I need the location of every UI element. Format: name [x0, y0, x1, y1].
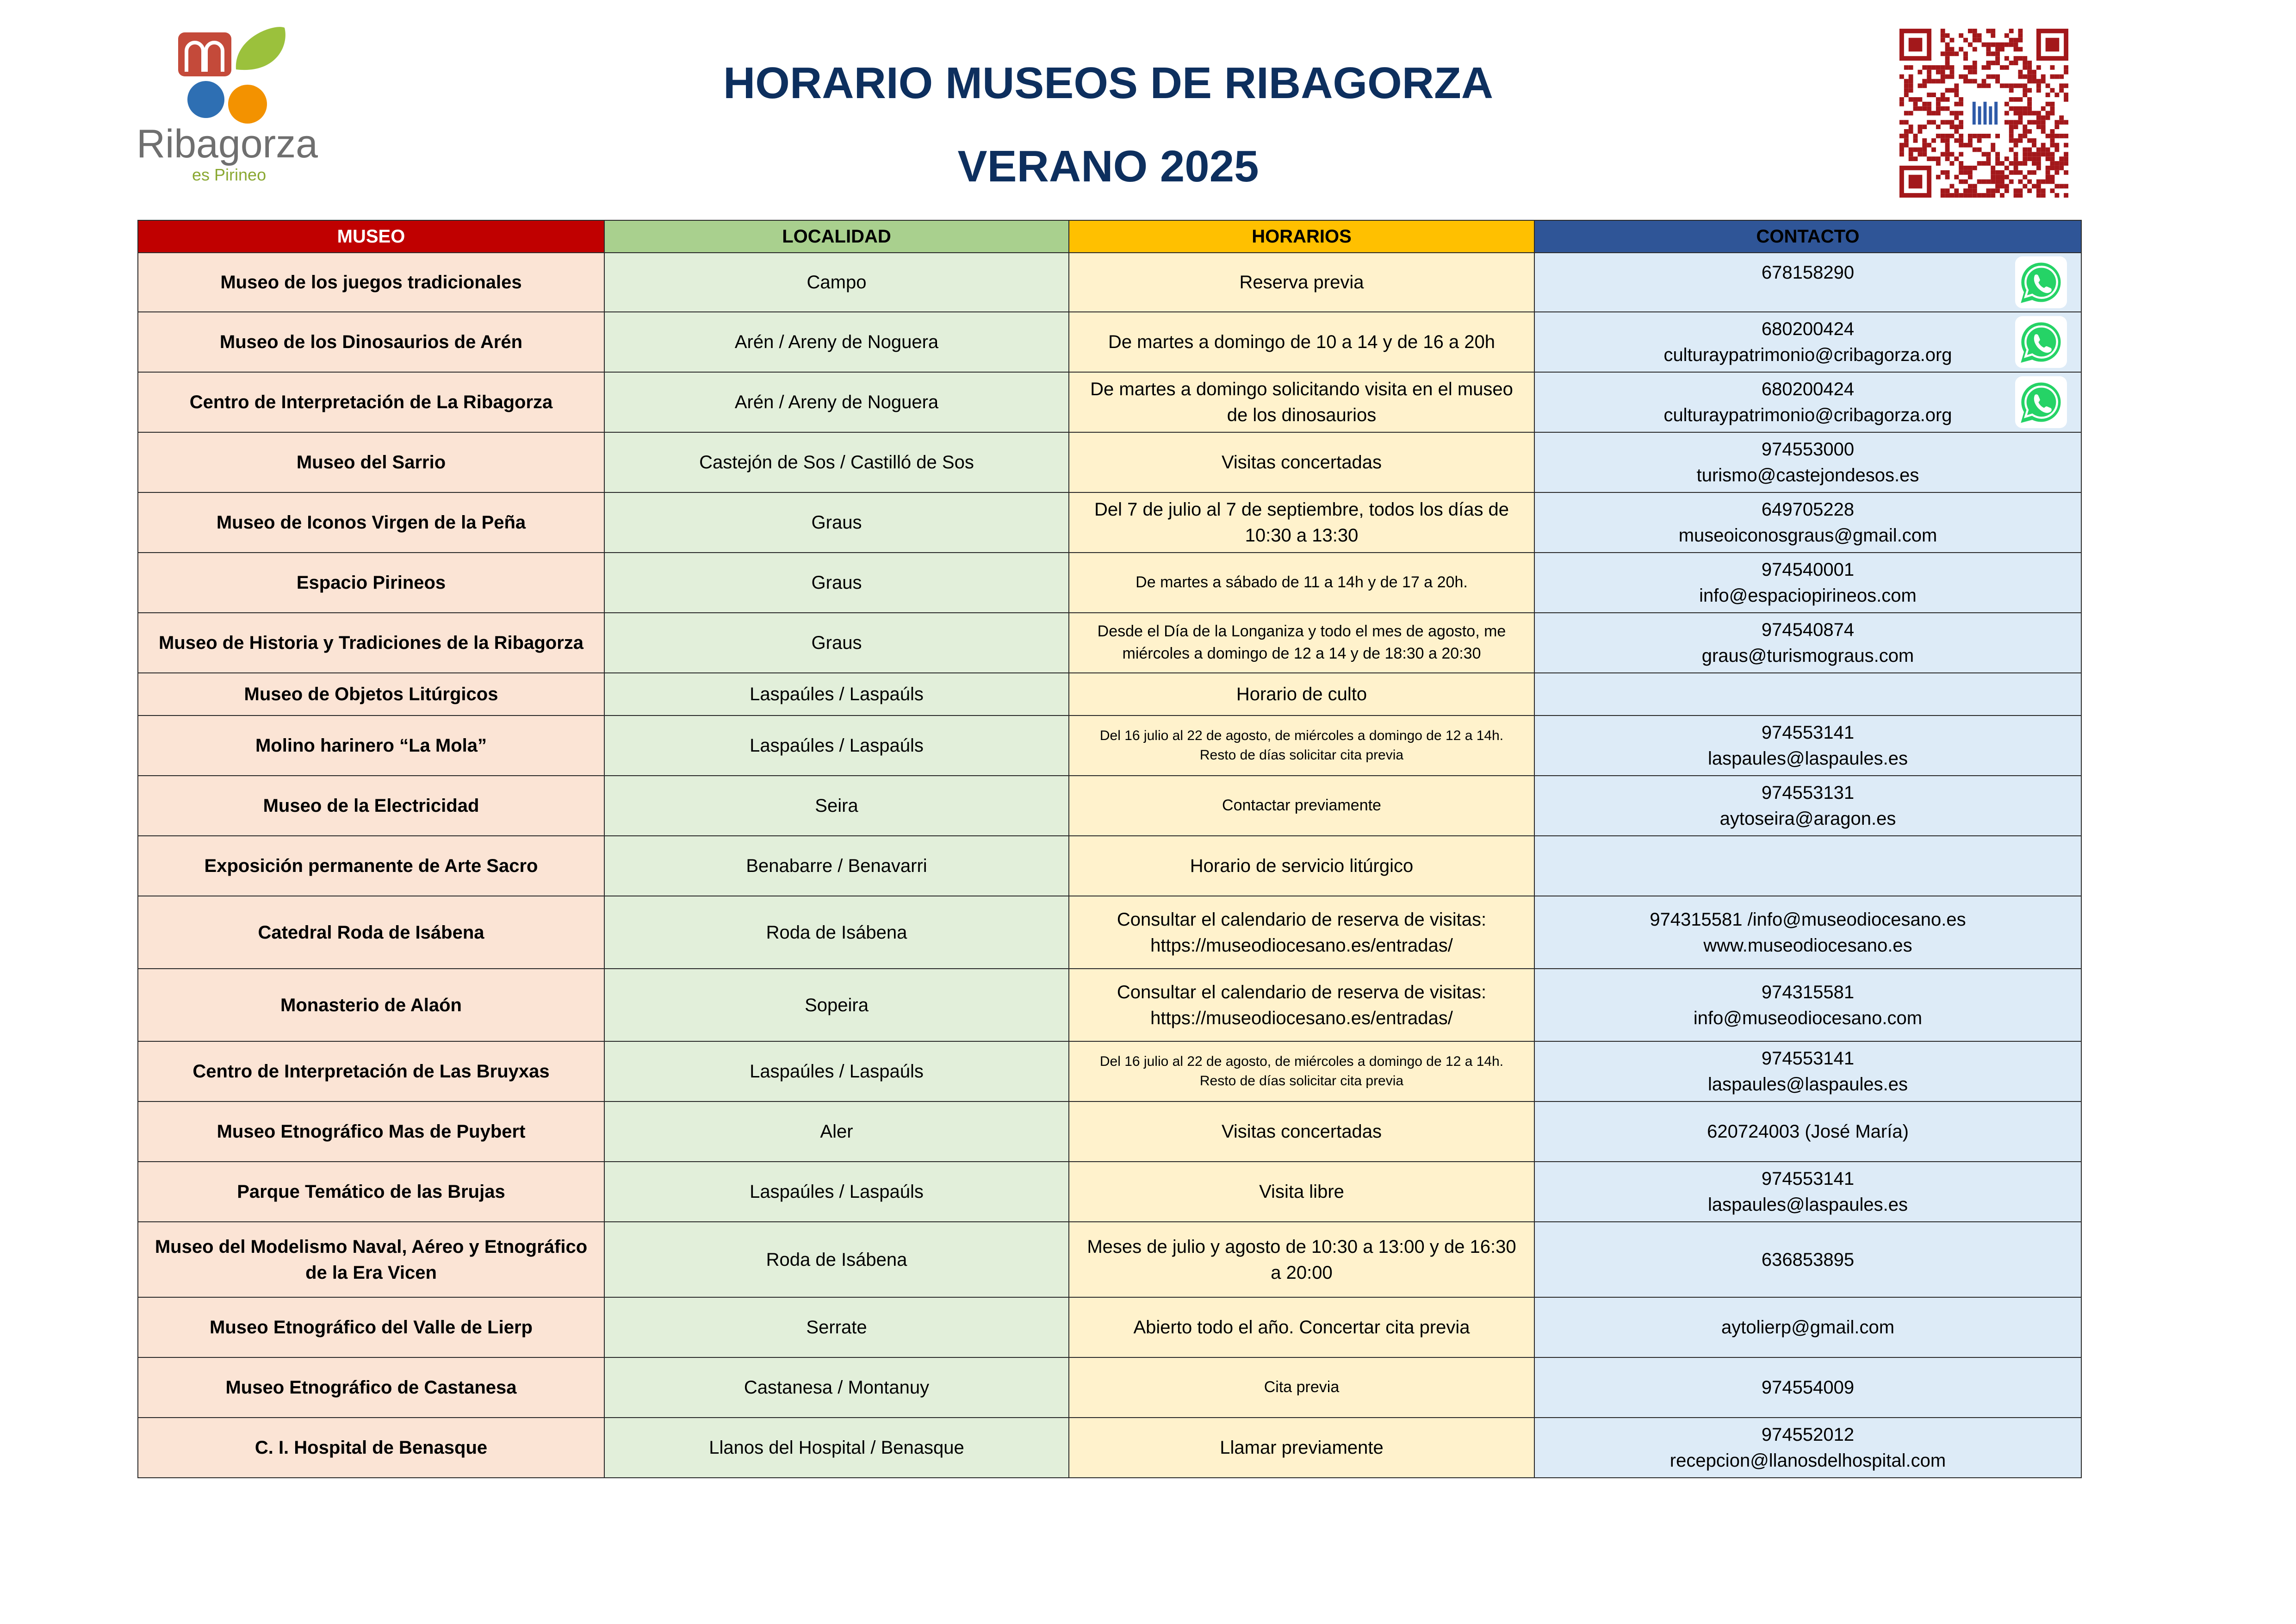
- museo-name-cell: Parque Temático de las Brujas: [138, 1162, 604, 1222]
- table-header-row: [138, 220, 2081, 253]
- contact-phone[interactable]: 974553131: [1761, 783, 1855, 803]
- contact-email[interactable]: laspaules@laspaules.es: [1708, 748, 1908, 769]
- museo-name-cell: Molino harinero “La Mola”: [138, 716, 604, 776]
- localidad-cell: Graus: [604, 492, 1069, 553]
- table-row: [138, 673, 2081, 716]
- localidad-cell: Castejón de Sos / Castilló de Sos: [604, 432, 1069, 492]
- horario-cell: Horario de culto: [1069, 673, 1534, 716]
- table-row: [138, 253, 2081, 312]
- museo-name-cell: Museo de Objetos Litúrgicos: [138, 673, 604, 716]
- museo-name-cell: Museo Etnográfico del Valle de Lierp: [138, 1297, 604, 1357]
- contacto-cell: [1534, 492, 2081, 553]
- museo-name-cell: Centro de Interpretación de La Ribagorza: [138, 372, 604, 432]
- localidad-cell: Graus: [604, 553, 1069, 613]
- contact-phone[interactable]: 974540001: [1761, 560, 1855, 580]
- table-row: [138, 836, 2081, 896]
- contacto-cell: [1534, 1041, 2081, 1101]
- horario-cell: Abierto todo el año. Concertar cita previa: [1069, 1297, 1534, 1357]
- museo-name-cell: Catedral Roda de Isábena: [138, 896, 604, 969]
- museo-name-cell: Museo del Modelismo Naval, Aéreo y Etnográfico de la Era Vicen: [138, 1222, 604, 1297]
- localidad-cell: Laspaúles / Laspaúls: [604, 1041, 1069, 1101]
- localidad-cell: Aler: [604, 1101, 1069, 1162]
- table-row: [138, 1418, 2081, 1478]
- contacto-cell: [1534, 613, 2081, 673]
- contact-phone[interactable]: 974315581: [1761, 982, 1855, 1002]
- contacto-cell: [1534, 432, 2081, 492]
- table-row: [138, 1357, 2081, 1418]
- localidad-cell: Sopeira: [604, 969, 1069, 1041]
- table-row: [138, 1162, 2081, 1222]
- horario-cell: Reserva previa: [1069, 253, 1534, 312]
- museo-name-cell: Museo de los juegos tradicionales: [138, 253, 604, 312]
- localidad-cell: Roda de Isábena: [604, 896, 1069, 969]
- contact-phone[interactable]: 974553141: [1761, 1169, 1855, 1189]
- contact-phone[interactable]: 680200424: [1761, 379, 1855, 399]
- qr-code[interactable]: [1899, 29, 2068, 198]
- table-row: [138, 1297, 2081, 1357]
- museo-name-cell: Museo Etnográfico de Castanesa: [138, 1357, 604, 1418]
- horario-cell: Contactar previamente: [1069, 776, 1534, 836]
- horario-cell: De martes a domingo solicitando visita en el museo de los dinosaurios: [1069, 372, 1534, 432]
- contact-phone[interactable]: 974552012: [1761, 1425, 1855, 1445]
- contact-email[interactable]: aytolierp@gmail.com: [1721, 1317, 1895, 1338]
- horario-cell: Horario de servicio litúrgico: [1069, 836, 1534, 896]
- horario-cell: Visitas concertadas: [1069, 432, 1534, 492]
- horario-cell: Visita libre: [1069, 1162, 1534, 1222]
- localidad-cell: Campo: [604, 253, 1069, 312]
- contact-email[interactable]: culturaypatrimonio@cribagorza.org: [1663, 405, 1952, 425]
- contact-phone[interactable]: 974553000: [1761, 439, 1855, 460]
- whatsapp-icon[interactable]: [2015, 376, 2067, 428]
- page-title: HORARIO MUSEOS DE RIBAGORZA: [723, 58, 1494, 108]
- horario-cell: Desde el Día de la Longaniza y todo el mes de agosto, me miércoles a domingo de 12 a 14 y de 18:30 a 20:30: [1069, 613, 1534, 673]
- localidad-cell: Graus: [604, 613, 1069, 673]
- museo-name-cell: Museo de los Dinosaurios de Arén: [138, 312, 604, 372]
- contact-email[interactable]: recepcion@llanosdelhospital.com: [1669, 1450, 1946, 1471]
- contact-email[interactable]: info@espaciopirineos.com: [1699, 585, 1917, 606]
- contact-phone[interactable]: 974554009: [1761, 1377, 1855, 1398]
- contact-email[interactable]: info@museodiocesano.com: [1693, 1008, 1923, 1028]
- contacto-cell: [1534, 896, 2081, 969]
- museo-name-cell: Monasterio de Alaón: [138, 969, 604, 1041]
- contact-phone[interactable]: 620724003 (José María): [1707, 1121, 1909, 1142]
- horario-cell: De martes a sábado de 11 a 14h y de 17 a 20h.: [1069, 553, 1534, 613]
- horario-cell: De martes a domingo de 10 a 14 y de 16 a 20h: [1069, 312, 1534, 372]
- museo-name-cell: Exposición permanente de Arte Sacro: [138, 836, 604, 896]
- contact-email[interactable]: turismo@castejondesos.es: [1696, 465, 1919, 485]
- table-row: [138, 613, 2081, 673]
- museo-name-cell: Museo de la Electricidad: [138, 776, 604, 836]
- localidad-cell: Benabarre / Benavarri: [604, 836, 1069, 896]
- header-horarios: HORARIOS: [1069, 220, 1534, 253]
- table-row: [138, 716, 2081, 776]
- contact-phone[interactable]: 974540874: [1761, 620, 1855, 640]
- horario-cell: Meses de julio y agosto de 10:30 a 13:00 y de 16:30 a 20:00: [1069, 1222, 1534, 1297]
- localidad-cell: Llanos del Hospital / Benasque: [604, 1418, 1069, 1478]
- contacto-cell: [1534, 1101, 2081, 1162]
- logo-wordmark: Ribagorza: [137, 122, 318, 166]
- horario-cell: Llamar previamente: [1069, 1418, 1534, 1478]
- localidad-cell: Roda de Isábena: [604, 1222, 1069, 1297]
- localidad-cell: Laspaúles / Laspaúls: [604, 716, 1069, 776]
- contacto-cell: [1534, 836, 2081, 896]
- contacto-cell: [1534, 776, 2081, 836]
- contacto-cell: [1534, 553, 2081, 613]
- contact-email[interactable]: aytoseira@aragon.es: [1719, 809, 1896, 829]
- contacto-cell: [1534, 1297, 2081, 1357]
- contact-phone[interactable]: 680200424: [1761, 319, 1855, 339]
- localidad-cell: Laspaúles / Laspaúls: [604, 673, 1069, 716]
- museo-name-cell: Museo de Iconos Virgen de la Peña: [138, 492, 604, 553]
- horario-cell: Del 16 julio al 22 de agosto, de miércoles a domingo de 12 a 14h. Resto de días solicitar cita previa: [1069, 716, 1534, 776]
- localidad-cell: Arén / Areny de Noguera: [604, 372, 1069, 432]
- museums-schedule-table: [137, 220, 2082, 1478]
- whatsapp-icon[interactable]: [2015, 256, 2067, 308]
- contact-email[interactable]: laspaules@laspaules.es: [1708, 1195, 1908, 1215]
- localidad-cell: Laspaúles / Laspaúls: [604, 1162, 1069, 1222]
- logo-tagline: es Pirineo: [192, 165, 267, 184]
- contacto-cell: [1534, 1222, 2081, 1297]
- table-row: [138, 776, 2081, 836]
- museo-name-cell: Centro de Interpretación de Las Bruyxas: [138, 1041, 604, 1101]
- table-row: [138, 1041, 2081, 1101]
- contacto-cell: [1534, 1357, 2081, 1418]
- contact-email[interactable]: www.museodiocesano.es: [1703, 935, 1912, 956]
- page-subtitle: VERANO 2025: [957, 142, 1259, 191]
- contacto-cell: [1534, 372, 2081, 432]
- contact-email[interactable]: culturaypatrimonio@cribagorza.org: [1663, 345, 1952, 365]
- contact-email[interactable]: 974315581 /info@museodiocesano.es: [1650, 909, 1966, 930]
- horario-cell: Cita previa: [1069, 1357, 1534, 1418]
- museo-name-cell: Museo del Sarrio: [138, 432, 604, 492]
- horario-cell: Del 7 de julio al 7 de septiembre, todos los días de 10:30 a 13:30: [1069, 492, 1534, 553]
- table-row: [138, 1101, 2081, 1162]
- museo-name-cell: Museo Etnográfico Mas de Puybert: [138, 1101, 604, 1162]
- contacto-cell: [1534, 716, 2081, 776]
- localidad-cell: Arén / Areny de Noguera: [604, 312, 1069, 372]
- contact-email[interactable]: graus@turismograus.com: [1701, 646, 1914, 666]
- contacto-cell: [1534, 1418, 2081, 1478]
- table-row: [138, 1222, 2081, 1297]
- table-row: [138, 312, 2081, 372]
- contact-email[interactable]: museoiconosgraus@gmail.com: [1678, 525, 1937, 546]
- contact-phone[interactable]: 649705228: [1761, 499, 1855, 520]
- header-localidad: LOCALIDAD: [604, 220, 1069, 253]
- table-row: [138, 492, 2081, 553]
- contact-phone[interactable]: 974553141: [1761, 1048, 1855, 1069]
- table-row: [138, 969, 2081, 1041]
- horario-cell: Consultar el calendario de reserva de visitas: https://museodiocesano.es/entradas/: [1069, 896, 1534, 969]
- contact-phone[interactable]: 636853895: [1761, 1249, 1855, 1270]
- museo-name-cell: Museo de Historia y Tradiciones de la Ribagorza: [138, 613, 604, 673]
- table-row: [138, 372, 2081, 432]
- localidad-cell: Castanesa / Montanuy: [604, 1357, 1069, 1418]
- horario-cell: Consultar el calendario de reserva de visitas: https://museodiocesano.es/entradas/: [1069, 969, 1534, 1041]
- horario-cell: Visitas concertadas: [1069, 1101, 1534, 1162]
- localidad-cell: Serrate: [604, 1297, 1069, 1357]
- table-row: [138, 432, 2081, 492]
- contacto-cell: [1534, 312, 2081, 372]
- contacto-cell: [1534, 1162, 2081, 1222]
- whatsapp-icon[interactable]: [2015, 316, 2067, 368]
- contacto-cell: [1534, 969, 2081, 1041]
- museo-name-cell: Espacio Pirineos: [138, 553, 604, 613]
- museo-name-cell: C. I. Hospital de Benasque: [138, 1418, 604, 1478]
- header-museo: MUSEO: [138, 220, 604, 253]
- contact-phone[interactable]: 678158290: [1761, 262, 1855, 283]
- header-contacto: CONTACTO: [1534, 220, 2081, 253]
- table-row: [138, 896, 2081, 969]
- horario-cell: Del 16 julio al 22 de agosto, de miércoles a domingo de 12 a 14h. Resto de días solicitar cita previa: [1069, 1041, 1534, 1101]
- contacto-cell: [1534, 253, 2081, 312]
- contacto-cell: [1534, 673, 2081, 716]
- localidad-cell: Seira: [604, 776, 1069, 836]
- contact-phone[interactable]: 974553141: [1761, 722, 1855, 743]
- table-row: [138, 553, 2081, 613]
- contact-email[interactable]: laspaules@laspaules.es: [1708, 1074, 1908, 1095]
